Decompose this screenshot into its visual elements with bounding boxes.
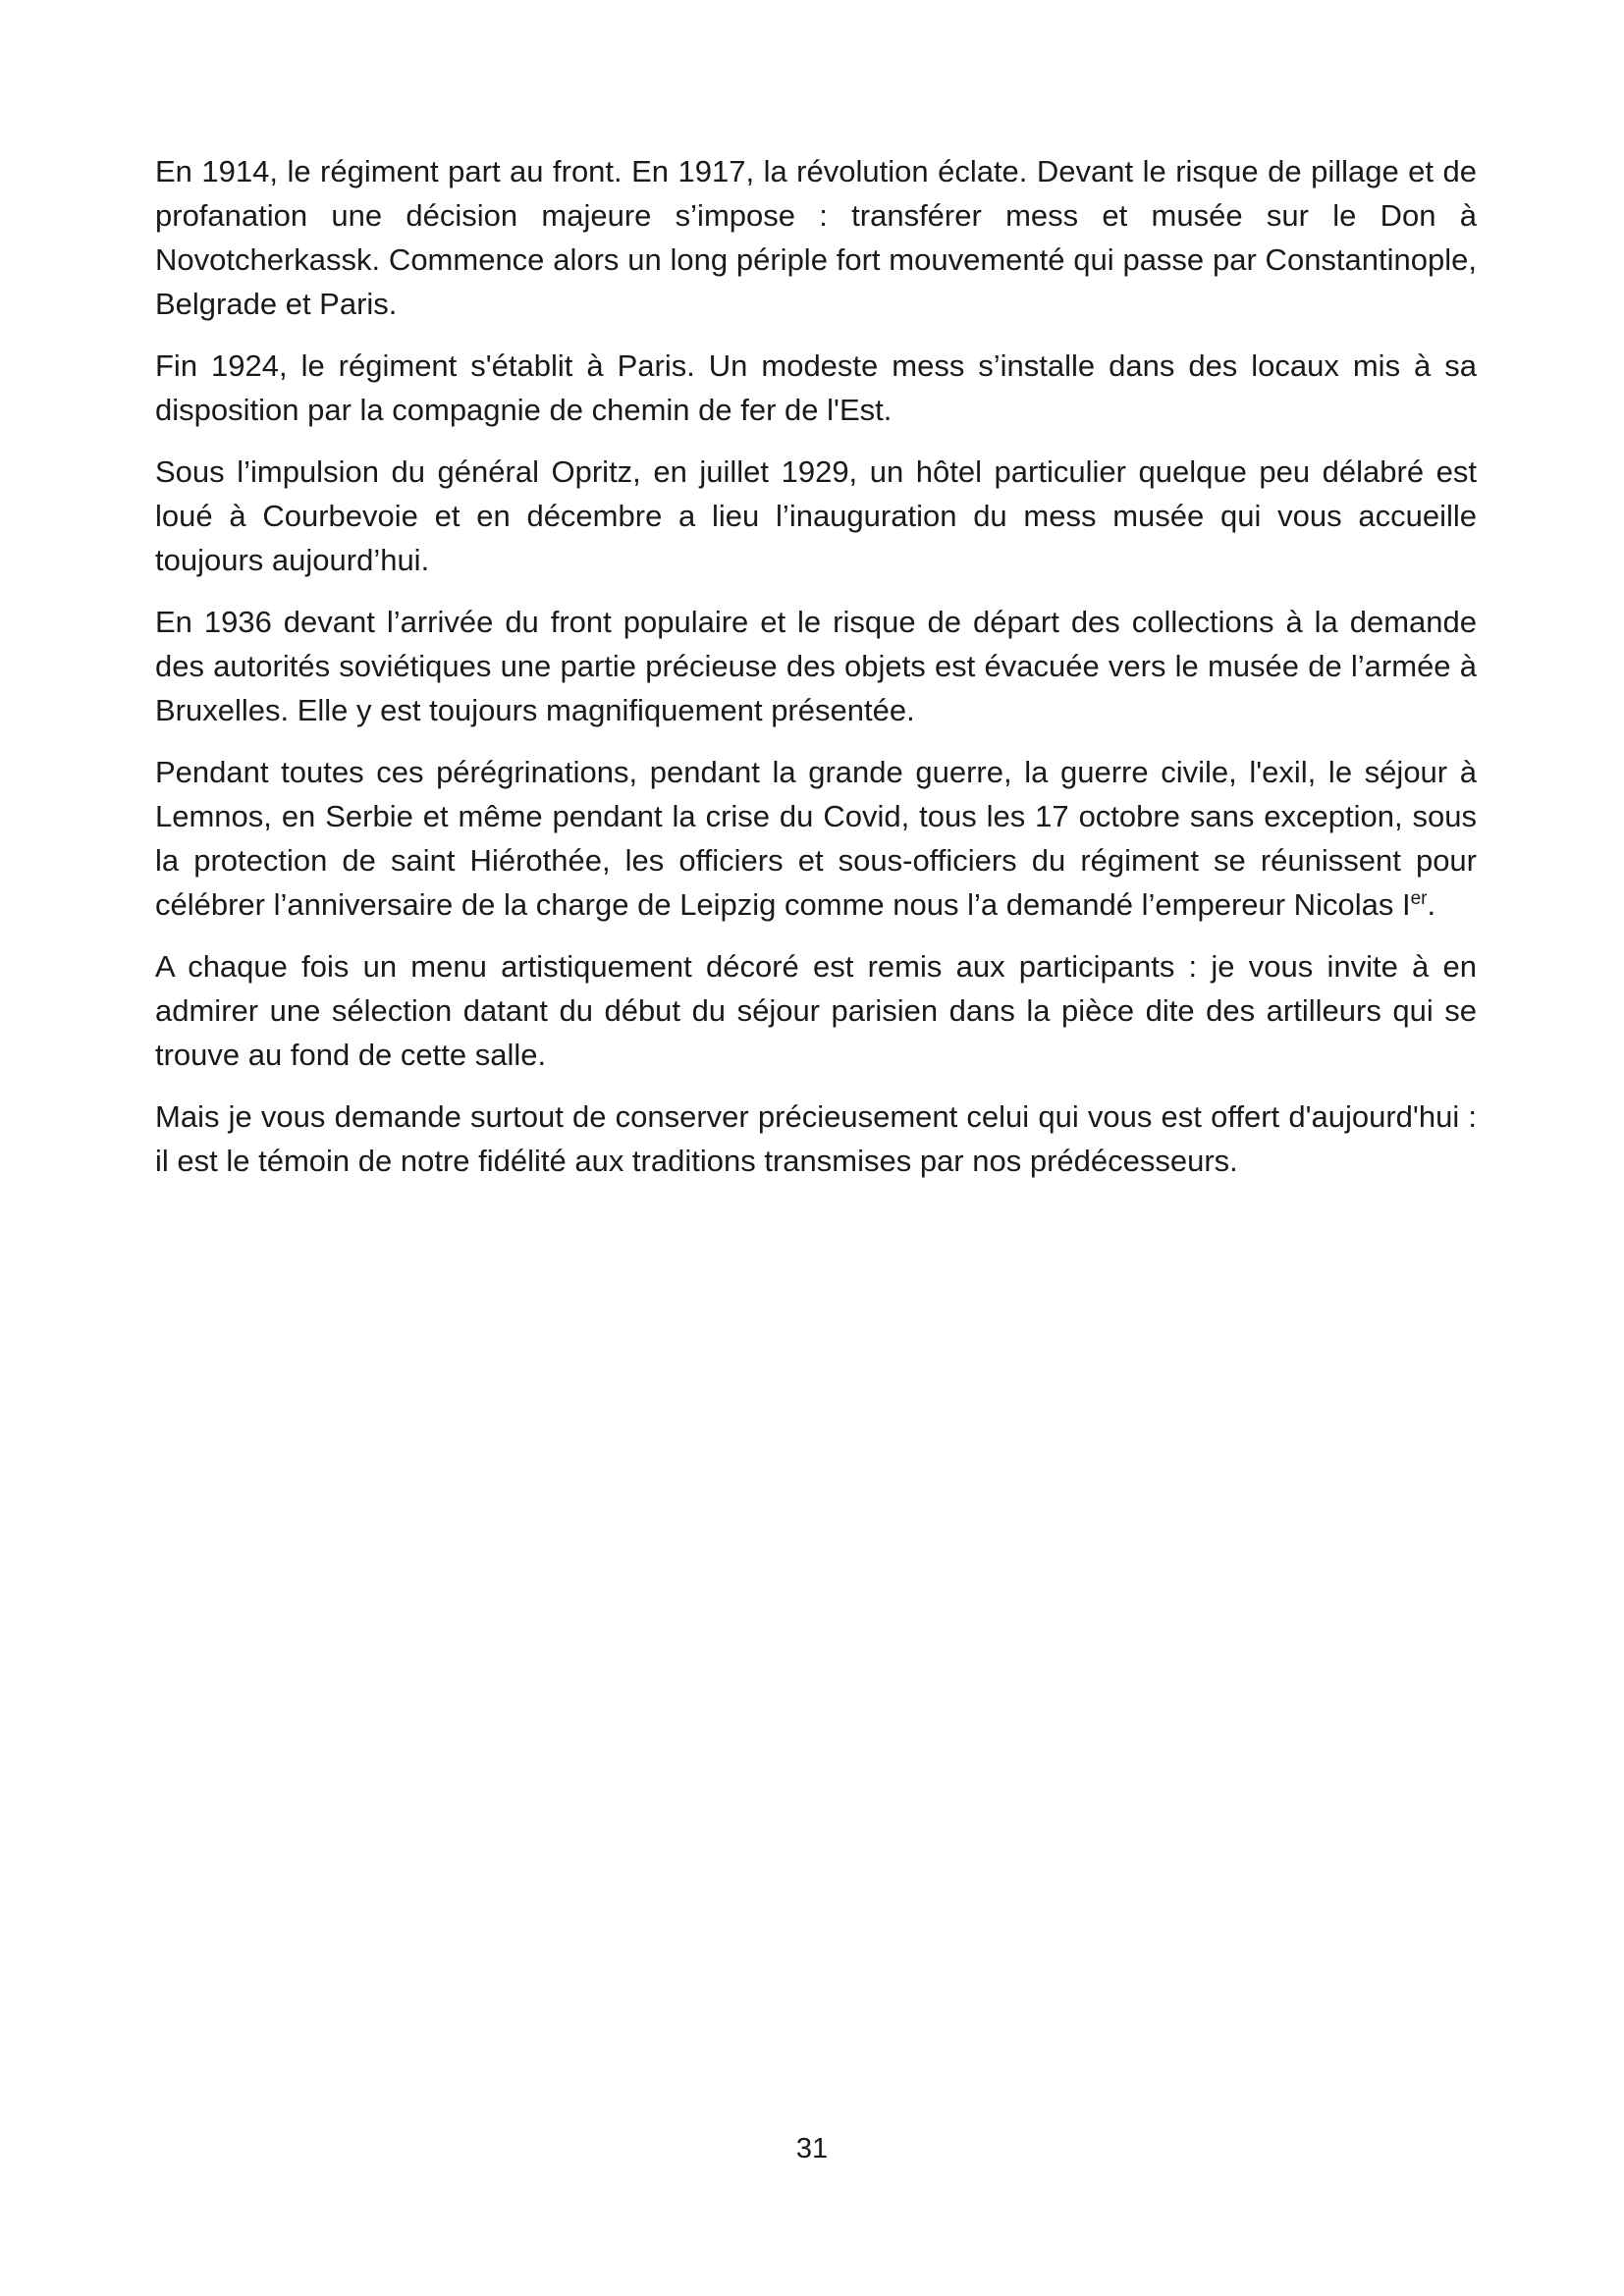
paragraph: A chaque fois un menu artistiquement décoré est remis aux participants : je vous invite à en admirer une sélection datant du début du séjour parisien dans la pièce dite des artilleurs qui se trouve au fond de cette salle. — [155, 949, 1477, 1072]
paragraph: Fin 1924, le régiment s'établit à Paris. Un modeste mess s’installe dans des locaux mis à sa disposition par la compagnie de chemin de fer de l'Est. — [155, 348, 1477, 427]
paragraph-text: Pendant toutes ces pérégrinations, pendant la grande guerre, la guerre civile, l'exil, le séjour à Lemnos, en Serbie et même pendant la crise du Covid, tous les 17 octobre sans exception, sous la protection de saint Hiérothée, les officiers et sous-officiers du régiment se réunissent pour célébrer l’anniversaire de la charge de Leipzig comme nous l’a demandé l’empereur Nicolas I — [155, 755, 1477, 922]
paragraph: En 1914, le régiment part au front. En 1917, la révolution éclate. Devant le risque de pillage et de profanation une décision majeure s’impose : transférer mess et musée sur le Don à Novotcherkassk. Commence alors un long périple fort mouvementé qui passe par Constantinople, Belgrade et Paris. — [155, 154, 1477, 321]
paragraph: Mais je vous demande surtout de conserver précieusement celui qui vous est offert d'aujourd'hui : il est le témoin de notre fidélité aux traditions transmises par nos prédécesseurs. — [155, 1099, 1477, 1178]
body-text — [155, 149, 1477, 1201]
paragraph: En 1936 devant l’arrivée du front populaire et le risque de départ des collections à la demande des autorités soviétiques une partie précieuse des objets est évacuée vers le musée de l’armée à Bruxelles. Elle y est toujours magnifiquement présentée. — [155, 605, 1477, 727]
page-number: 31 — [795, 2133, 829, 2164]
paragraph — [155, 750, 1477, 927]
paragraph: Sous l’impulsion du général Opritz, en juillet 1929, un hôtel particulier quelque peu délabré est loué à Courbevoie et en décembre a lieu l’inauguration du mess musée qui vous accueille toujours aujourd’hui. — [155, 454, 1477, 577]
paragraph-trailing: . — [1427, 887, 1436, 922]
superscript: er — [1410, 888, 1428, 909]
